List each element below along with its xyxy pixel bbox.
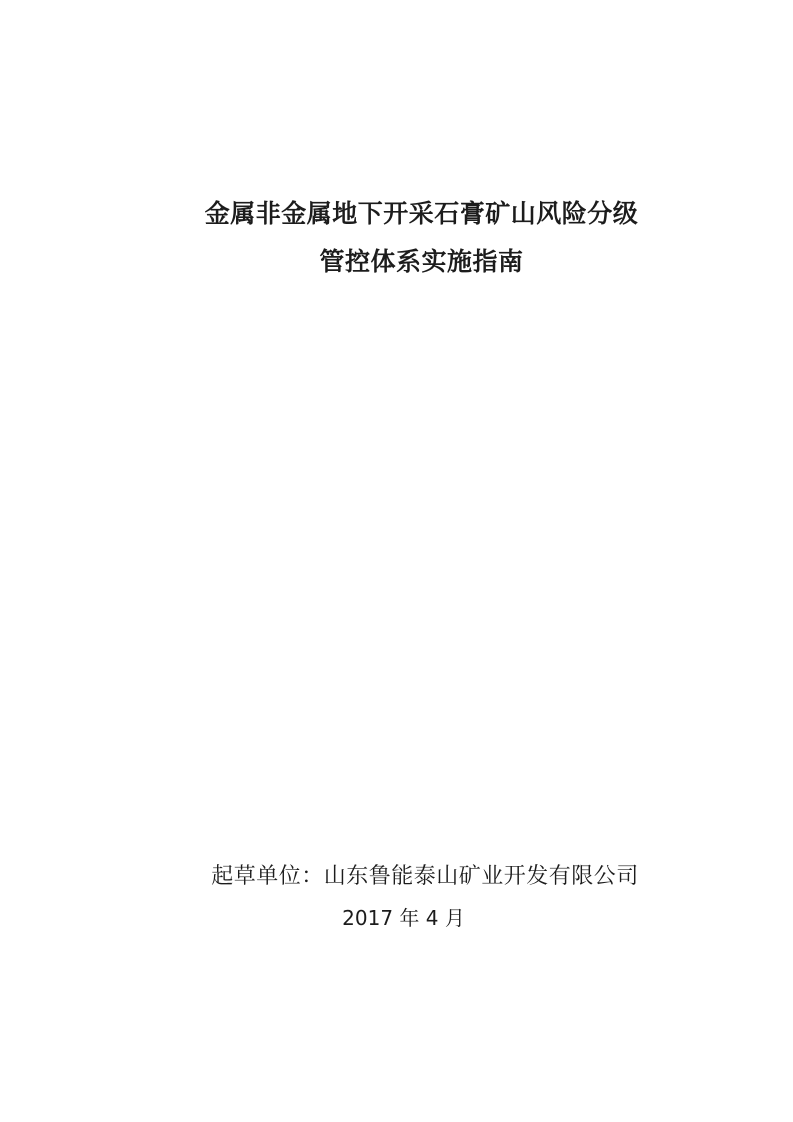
drafting-unit-line: 起草单位：山东鲁能泰山矿业开发有限公司 <box>211 864 639 889</box>
title-line-2: 管控体系实施指南 <box>319 247 524 276</box>
publication-date-line: 2017 年 4 月 <box>342 906 465 930</box>
document-title <box>0 190 793 286</box>
cover-footer <box>0 861 793 933</box>
title-line-1: 金属非金属地下开采石膏矿山风险分级 <box>204 199 639 228</box>
